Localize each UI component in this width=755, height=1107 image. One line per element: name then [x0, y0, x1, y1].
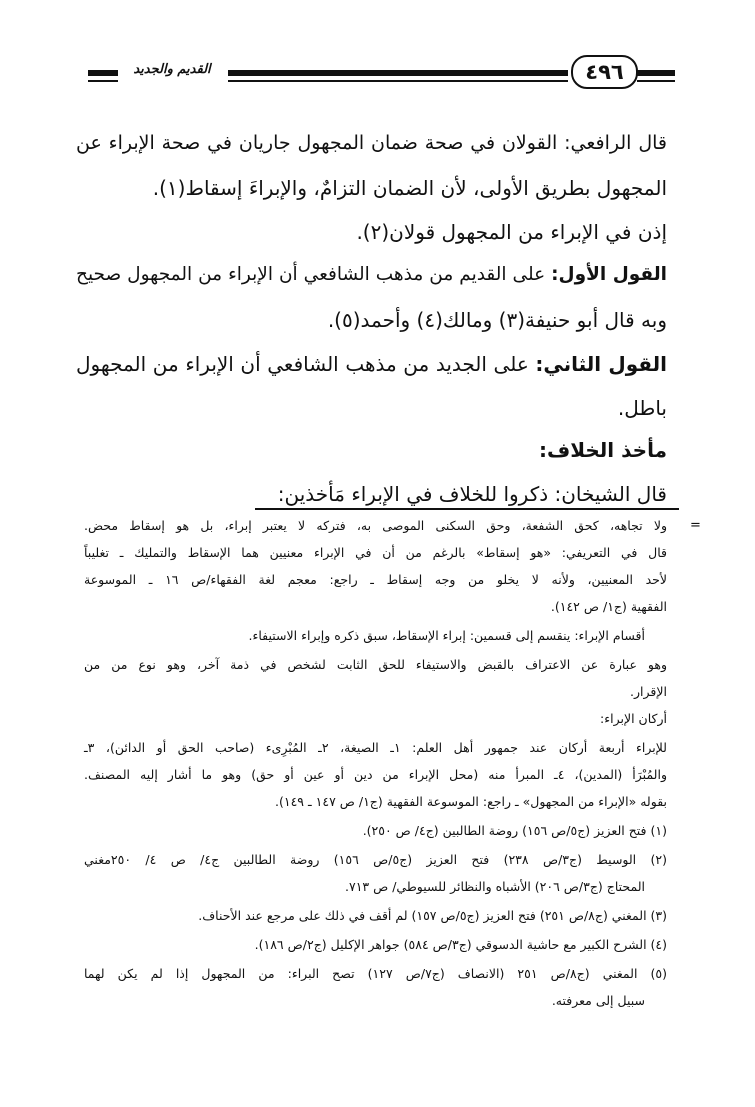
body-line: إذن في الإبراء من المجهول قولان(٢). — [356, 220, 667, 244]
footnote-line: لأحد المعنيين، ولأنه لا يخلو من وجه إسقاط ـ راجع: معجم لغة الفقهاء/ص ١٦ ـ الموسوعة — [84, 572, 668, 587]
body-line: قال الشيخان: ذكروا للخلاف في الإبراء مَأخذين: — [277, 482, 667, 506]
footnote-2: (٢) الوسيط (ج٣/ص ٢٣٨) فتح العزيز (ج٥/ص ١٥٦) روضة الطالبين ج٤/ ص ٤/ ٢٥٠مغني — [84, 852, 667, 867]
body-line — [76, 264, 667, 285]
footnote-line: أركان الإبراء: — [600, 711, 667, 726]
footnote-line: الفقهية (ج١/ ص ١٤٢). — [550, 599, 667, 614]
footnote-2-cont: المحتاج (ج٣/ص ٢٠٦) الأشباه والنظائر للسيوطي/ ص ٧١٣. — [345, 879, 645, 894]
footnote-3: (٣) المغني (ج٨/ص ٢٥١) فتح العزيز (ج٥/ص ١٥٧) لم أقف في ذلك على مرجع عند الأحناف. — [198, 908, 667, 923]
footnote-line: وهو عبارة عن الاعتراف بالقبض والاستيفاء للحق الثابت لشخص في ذمة آخر، وهو نوع من من — [84, 657, 667, 672]
header-rule-left-thin — [88, 80, 118, 82]
header-rule-left — [88, 70, 118, 76]
body-text: على القديم من مذهب الشافعي أن الإبراء من المجهول صحيح — [76, 264, 552, 285]
body-text: على الجديد من مذهب الشافعي أن الإبراء من المجهول — [76, 352, 536, 376]
header-rule-right — [637, 70, 675, 76]
header-rule — [228, 70, 568, 76]
footnote-line: للإبراء أربعة أركان عند جمهور أهل العلم: ١ـ الصيغة، ٢ـ المُبْرِىء (صاحب الحق أو الدائن)، ٣ـ — [84, 740, 667, 755]
footnote-line: قال في التعريفي: «هو إسقاط» بالرغم من أن في الإبراء معنيين هما الإسقاط والتمليك ـ تغليباً — [84, 545, 667, 560]
section-heading: مأخذ الخلاف: — [538, 438, 667, 462]
body-line — [76, 352, 667, 376]
footnote-1: (١) فتح العزيز (ج٥/ص ١٥٦) روضة الطالبين (ج٤/ ص ٢٥٠). — [362, 823, 667, 838]
body-line: وبه قال أبو حنيفة(٣) ومالك(٤) وأحمد(٥). — [327, 308, 667, 332]
footnote-5: (٥) المغني (ج٨/ص ٢٥١ (الانصاف (ج٧/ص ١٢٧) تصح البراء: من المجهول إذا لم يكن لهما — [84, 966, 667, 981]
running-title: القديم والجديد — [133, 62, 211, 77]
header-rule-thin — [228, 80, 568, 82]
footnote-5-cont: سبيل إلى معرفته. — [551, 993, 645, 1008]
footnote-line: الإقرار. — [630, 684, 667, 699]
header-rule-right-thin — [637, 80, 675, 82]
body-line: باطل. — [617, 396, 667, 420]
footnote-line: بقوله «الإبراء من المجهول» ـ راجع: الموسوعة الفقهية (ج١/ ص ١٤٧ ـ ١٤٩). — [275, 794, 667, 809]
continuation-mark: = — [690, 518, 701, 533]
footnote-line: أقسام الإبراء: ينقسم إلى قسمين: إبراء الإسقاط، سبق ذكره وإبراء الاستيفاء. — [248, 628, 645, 643]
footnote-line: ولا تجاهه، كحق الشفعة، وحق السكنى الموصى به، فتركه لا يعتبر إبراء، بل هو إسقاط محض. — [84, 518, 667, 533]
footnote-4: (٤) الشرح الكبير مع حاشية الدسوقي (ج٣/ص ٥٨٤) جواهر الإكليل (ج٢/ص ١٨٦). — [254, 937, 667, 952]
body-line: قال الرافعي: القولان في صحة ضمان المجهول جاريان في صحة الإبراء عن — [76, 132, 667, 154]
page-number: ٤٩٦ — [571, 55, 638, 89]
footnote-separator — [255, 508, 679, 510]
opinion-label: القول الأول: — [551, 264, 667, 285]
body-line: المجهول بطريق الأولى، لأن الضمان التزامٌ، والإبراءَ إسقاط(١). — [152, 176, 667, 200]
opinion-label: القول الثاني: — [535, 352, 667, 376]
footnote-line: والمُبْرَأ (المدين)، ٤ـ المبرأ منه (محل الإبراء من دين أو عين أو حق) وهو ما أشار إليه المصنف. — [84, 767, 667, 782]
